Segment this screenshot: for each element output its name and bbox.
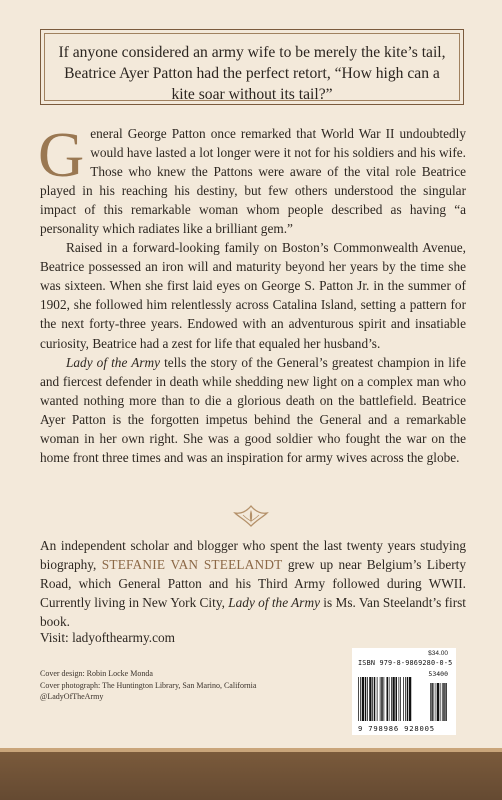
synopsis-paragraph-1 (38, 119, 466, 238)
author-bio (40, 536, 466, 631)
barcode-bars-icon (358, 677, 450, 723)
synopsis-paragraph-3-text: tells the story of the General’s greatest champion in life and fiercest defender in death while shedding new light on a complex man who wanted nothing more than to die a glorious death on the battlefield. Beatrice Ayer Patton is the forgotten impetus behind the General and a remarkable woman in her own right. She was a good soldier who fought the war on the home front three times and was an inspiration for army wives across the globe. (40, 354, 466, 465)
ean-number: 9 798986 928005 (358, 724, 435, 733)
bio-text-3: is Ms. Van Steelandt’s first book. (40, 595, 467, 630)
credit-photo: Cover photograph: The Huntington Library, San Marino, California (40, 680, 257, 690)
price-label: $34.00 (428, 650, 448, 657)
isbn-label: ISBN 979-8-9869280-0-5 (358, 659, 453, 667)
cover-credits (40, 668, 300, 703)
website-link[interactable]: Visit: ladyofthearmy.com (40, 630, 175, 645)
pull-quote-box (40, 29, 464, 105)
bio-text-2: grew up near Belgium’s Liberty Road, which General Patton and his Third Army followed during WWII. Currently living in New York City, (40, 557, 466, 611)
bottom-color-band (0, 752, 502, 800)
book-title-italic: Lady of the Army (66, 354, 161, 370)
fleuron-ornament-icon (231, 502, 271, 530)
synopsis-paragraph-2: Raised in a forward-looking family on Boston’s Commonwealth Avenue, Beatrice possessed an iron will and maturity beyond her years by the time she was sixteen. When she first laid eyes on George S. Patton Jr. in the summer of 1902, she followed him relentlessly across Catalina Island, setting a pattern for the next forty-three years. Endowed with an adventurous spirit and insatiable curiosity, Beatrice had a zest for life that equaled her husband’s. (40, 240, 466, 351)
drop-cap: G (38, 119, 85, 190)
pull-quote-text: If anyone considered an army wife to be merely the kite’s tail, Beatrice Ayer Patton had the perfect retort, “How high can a kite soar without its tail?” (58, 44, 446, 103)
synopsis-paragraph-1-text: eneral George Patton once remarked that World War II undoubtedly would have lasted a lot longer were it not for his soldiers and his wife. Those who knew the Pattons were aware of the vital role Beatrice played in his reaching his destiny, but few others understood the singular impact of this remarkable woman whom people described as having “a personality which radiates like a brilliant gem.” (40, 126, 466, 237)
barcode-panel (352, 648, 456, 735)
bio-book-title: Lady of the Army (228, 595, 320, 611)
synopsis (38, 119, 466, 467)
price-addon-code: 53400 (428, 670, 448, 678)
author-bio-text (40, 536, 466, 631)
credit-design: Cover design: Robin Locke Monda (40, 669, 153, 678)
synopsis-paragraph-3 (40, 353, 466, 467)
bio-text-1: An independent scholar and blogger who spent the last twenty years studying biography, (40, 538, 466, 573)
credit-social-handle: @LadyOfTheArmy (40, 692, 104, 701)
author-name: STEFANIE VAN STEELANDT (101, 557, 283, 573)
